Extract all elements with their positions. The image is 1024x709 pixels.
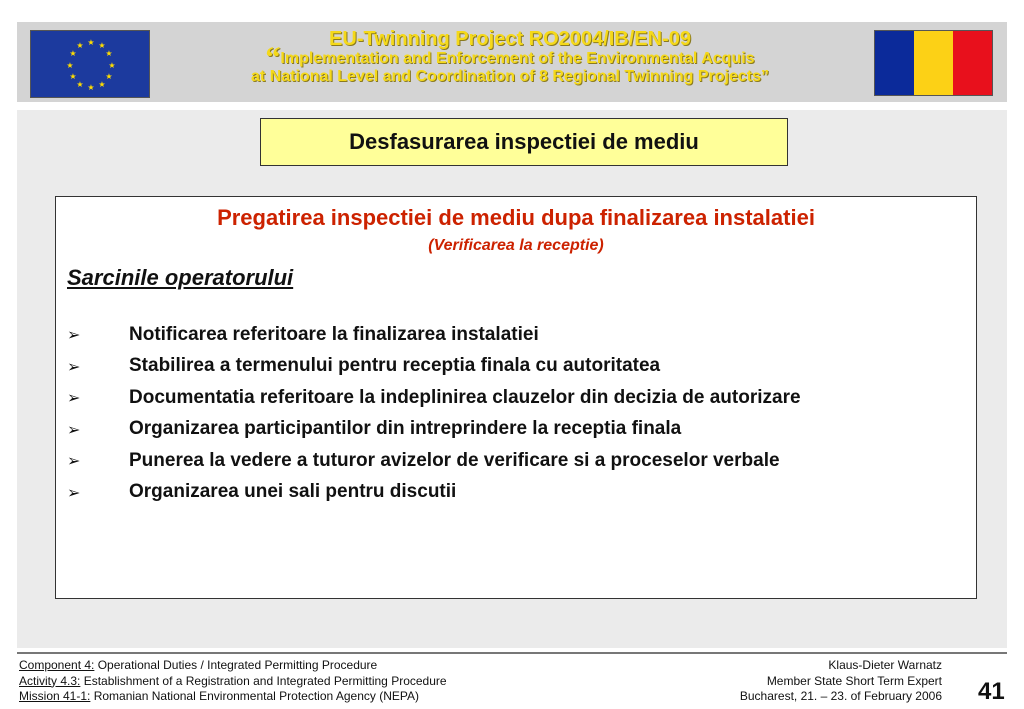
svg-text:★: ★ [87, 83, 95, 92]
footer-right [740, 658, 942, 705]
footer-activity: Activity 4.3: Establishment of a Registration and Integrated Permitting Procedure [19, 673, 447, 688]
list-item: ➢ Notificarea referitoare la finalizarea instalatiei [67, 323, 539, 345]
footer-author: Klaus-Dieter Warnatz [828, 658, 942, 672]
list-item: ➢ Documentatia referitoare la indeplinirea clauzelor din decizia de autorizare [67, 386, 801, 408]
slide-title: Desfasurarea inspectiei de mediu [260, 118, 788, 166]
bullet-list [67, 319, 801, 508]
romania-flag-icon [874, 30, 993, 96]
project-title [160, 28, 860, 86]
footer-mission: Mission 41-1: Romanian National Environmental Protection Agency (NEPA) [19, 689, 419, 703]
section-title: Sarcinile operatorului [67, 265, 294, 290]
footer-left [19, 658, 447, 705]
footer-location-date: Bucharest, 21. – 23. of February 2006 [739, 689, 942, 703]
list-item: ➢ Stabilirea a termenului pentru receptia finala cu autoritatea [67, 355, 661, 377]
content-panel [55, 196, 977, 599]
page-number: 41 [978, 678, 1005, 705]
svg-text:★: ★ [98, 80, 106, 89]
eu-flag-icon [30, 30, 150, 98]
arrow-bullet-icon: ➢ [67, 325, 81, 345]
footer-role: Member State Short Term Expert [766, 673, 942, 688]
svg-text:★: ★ [87, 38, 95, 47]
list-item: ➢ Organizarea unei sali pentru discutii [67, 481, 457, 503]
project-title-line3: at National Level and Coordination of 8 Regional Twinning Projects” [251, 68, 769, 85]
svg-text:★: ★ [69, 49, 77, 58]
list-item: ➢ Punerea la vedere a tuturor avizelor de verificare si a proceselor verbale [67, 449, 780, 471]
svg-text:★: ★ [66, 61, 74, 70]
panel-heading: Pregatirea inspectiei de mediu dupa finalizarea instalatiei [217, 205, 815, 230]
arrow-bullet-icon: ➢ [67, 482, 81, 502]
open-quote: “ [265, 41, 281, 74]
footer-divider [17, 652, 1007, 654]
svg-text:★: ★ [76, 80, 84, 89]
arrow-bullet-icon: ➢ [67, 451, 81, 471]
arrow-bullet-icon: ➢ [67, 356, 81, 376]
svg-text:★: ★ [105, 72, 113, 81]
panel-subheading: (Verificarea la receptie) [428, 237, 604, 254]
svg-text:★: ★ [98, 41, 106, 50]
project-title-line1: EU-Twinning Project RO2004/IB/EN-09 [329, 28, 691, 50]
footer-component: Component 4: Operational Duties / Integrated Permitting Procedure [19, 658, 378, 672]
svg-text:★: ★ [69, 72, 77, 81]
arrow-bullet-icon: ➢ [67, 419, 81, 439]
list-item: ➢ Organizarea participantilor din intreprindere la receptia finala [67, 418, 682, 440]
project-title-line2: Implementation and Enforcement of the Environmental Acquis [280, 50, 755, 67]
svg-text:★: ★ [76, 41, 84, 50]
svg-text:★: ★ [105, 49, 113, 58]
svg-text:★: ★ [108, 61, 116, 70]
arrow-bullet-icon: ➢ [67, 388, 81, 408]
